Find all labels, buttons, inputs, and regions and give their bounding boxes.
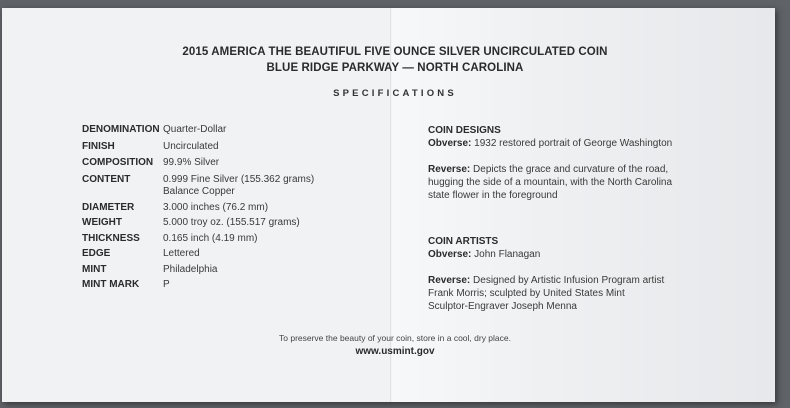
spec-value: Quarter-Dollar [163, 124, 227, 135]
specifications-heading: SPECIFICATIONS [333, 88, 457, 99]
designs-obverse [428, 137, 688, 150]
spec-label: WEIGHT [82, 217, 122, 228]
reverse-line-2: Frank Morris; sculpted by United States Mint [428, 288, 625, 299]
card-title [0, 44, 790, 76]
obverse-text: John Flanagan [474, 249, 541, 260]
coin-artists-section [428, 235, 688, 313]
spec-value-line-2: Balance Copper [163, 186, 235, 197]
spec-row-content [82, 174, 314, 199]
spec-row-thickness [82, 233, 314, 246]
designs-reverse [428, 163, 688, 202]
spec-value: 3.000 inches (76.2 mm) [163, 201, 269, 213]
spec-row-composition [82, 157, 314, 170]
coin-designs-title: COIN DESIGNS [428, 125, 501, 136]
spec-value-line-1: 0.999 Fine Silver (155.362 grams) [163, 173, 315, 185]
website-url: www.usmint.gov [355, 346, 435, 357]
reverse-line-1: Designed by Artistic Infusion Program artist [473, 275, 665, 286]
obverse-text: 1932 restored portrait of George Washington [474, 138, 673, 149]
reverse-label: Reverse: [428, 275, 471, 286]
spec-row-finish [82, 141, 314, 154]
spec-label: THICKNESS [82, 232, 140, 244]
spec-value: P [163, 279, 170, 290]
spec-value: Lettered [163, 248, 200, 259]
spec-label: MINT MARK [82, 279, 140, 290]
spec-value: Uncirculated [163, 140, 219, 152]
spec-row-weight [82, 217, 314, 230]
spec-label: FINISH [82, 140, 115, 152]
spec-value: 0.165 inch (4.19 mm) [163, 232, 258, 244]
spec-label: EDGE [82, 248, 111, 259]
reverse-line-1: Depicts the grace and curvature of the road, [473, 164, 669, 175]
title-line-1: 2015 AMERICA THE BEAUTIFUL FIVE OUNCE SILVER UNCIRCULATED COIN [182, 46, 608, 58]
spec-label: MINT [82, 263, 107, 275]
specs-table [82, 124, 315, 290]
spec-value [163, 174, 314, 199]
spec-value: 5.000 troy oz. (155.517 grams) [163, 217, 300, 228]
reverse-label: Reverse: [428, 164, 471, 175]
storage-note: To preserve the beauty of your coin, store in a cool, dry place. [279, 333, 511, 343]
coin-artists-title: COIN ARTISTS [428, 236, 499, 247]
spec-label: DENOMINATION [82, 124, 160, 135]
spec-row-mint-mark [82, 279, 314, 292]
spec-row-edge [82, 248, 314, 261]
spec-value: Philadelphia [163, 263, 218, 275]
reverse-line-3: Sculptor-Engraver Joseph Menna [428, 301, 577, 312]
reverse-line-2: hugging the side of a mountain, with the North Carolina [428, 177, 673, 188]
spec-value: 99.9% Silver [163, 157, 220, 168]
artists-obverse [428, 248, 688, 261]
obverse-label: Obverse: [428, 138, 472, 149]
spec-label: DIAMETER [82, 201, 135, 213]
reverse-line-3: state flower in the foreground [428, 190, 558, 201]
artists-reverse [428, 274, 688, 313]
title-line-2: BLUE RIDGE PARKWAY — NORTH CAROLINA [266, 62, 524, 74]
obverse-label: Obverse: [428, 249, 472, 260]
spec-label: COMPOSITION [82, 157, 154, 168]
coin-info-column [428, 124, 688, 313]
spec-label: CONTENT [82, 173, 131, 185]
spec-row-diameter [82, 202, 314, 215]
spec-row-mint [82, 264, 314, 277]
spec-row-denomination [82, 124, 314, 137]
coin-designs-section [428, 124, 688, 202]
